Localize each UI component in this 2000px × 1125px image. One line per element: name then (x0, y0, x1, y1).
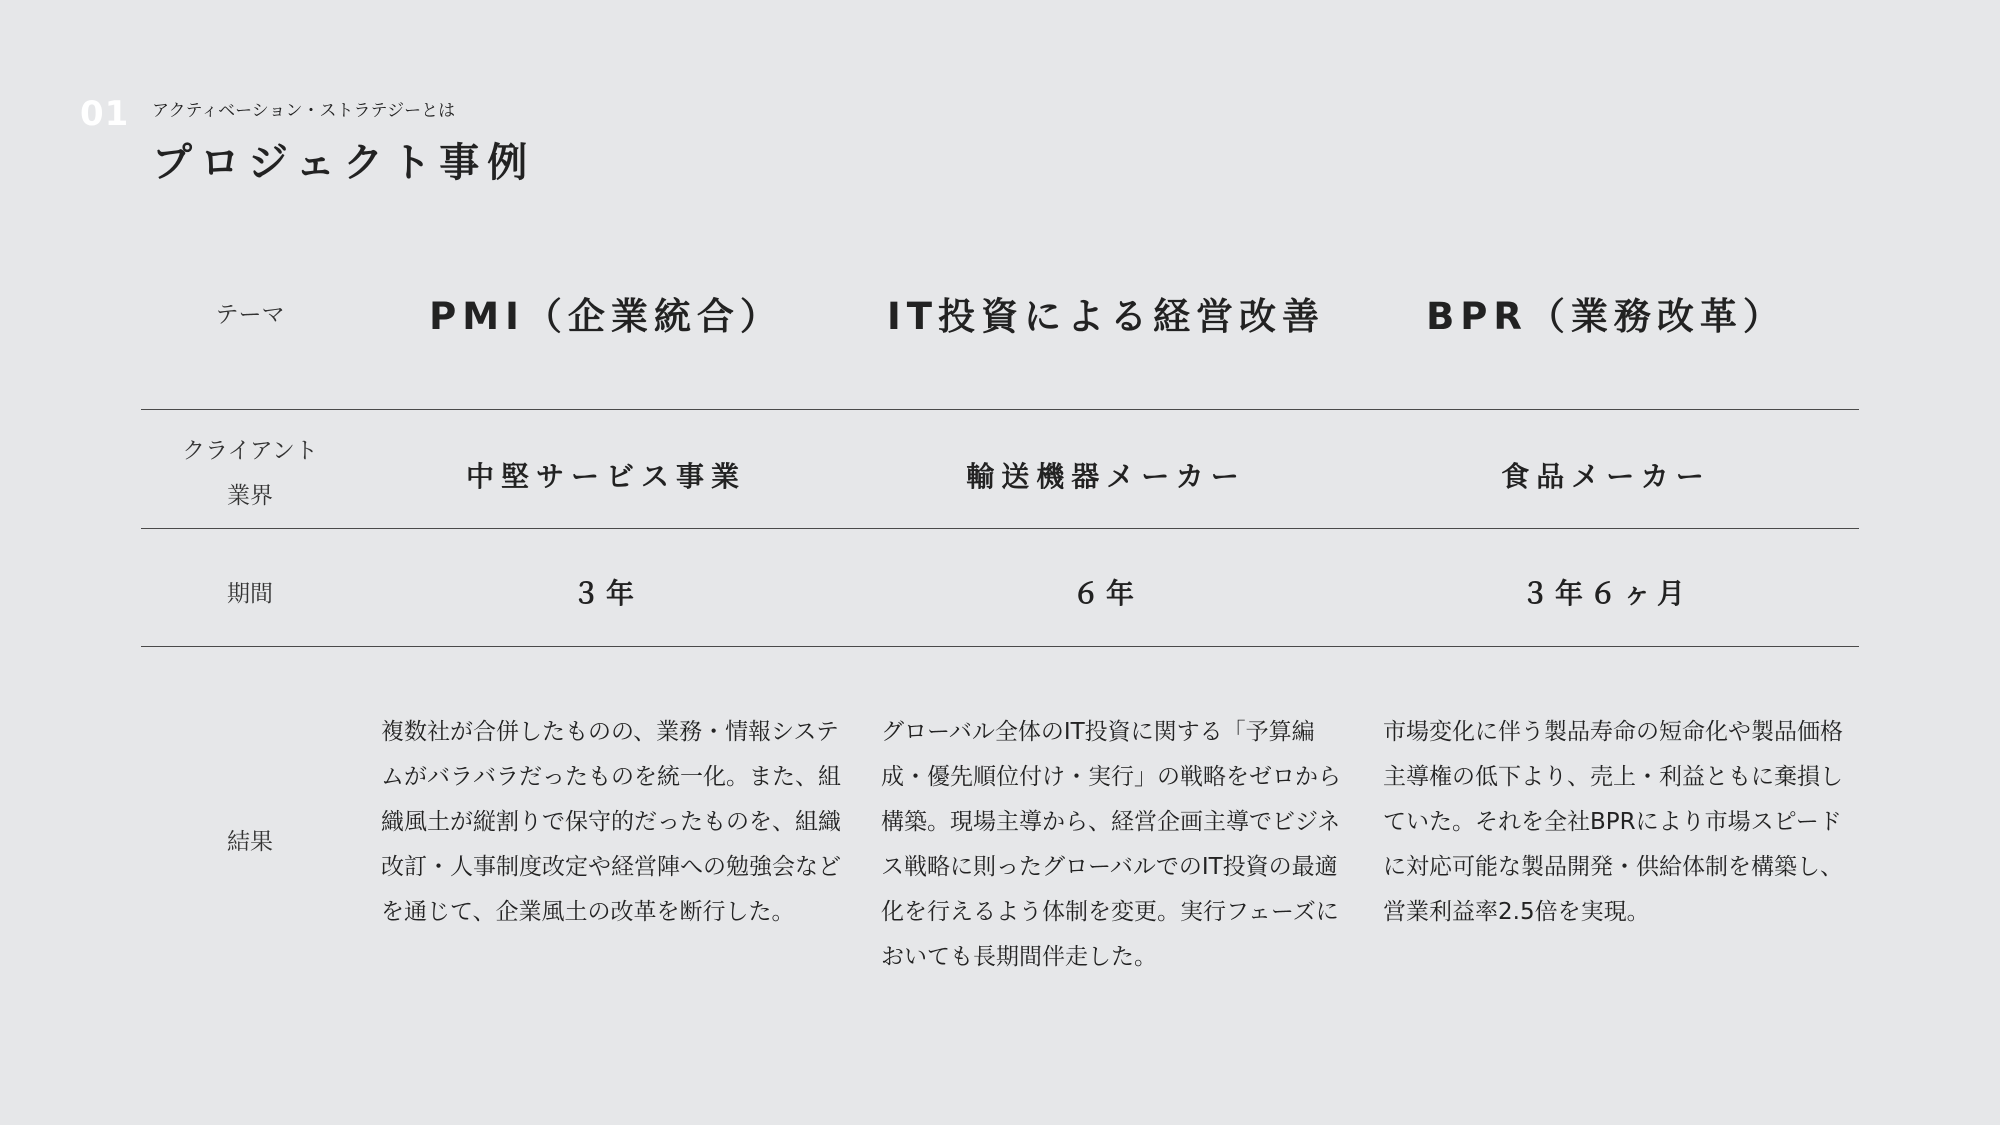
row-label-client: クライアント (182, 438, 318, 464)
case-1-industry: 中堅サービス事業 (465, 460, 746, 493)
case-3-period: ３年６ヶ月 (1520, 577, 1691, 610)
row-label-theme: テーマ (215, 302, 285, 328)
section-number: 01 (80, 94, 130, 134)
case-1-result: 複数社が合併したものの、業務・情報システムがバラバラだったものを統一化。また、組織風土が縦割りで保守的だったものを、組織改訂・人事制度改定や経営陣への勉強会などを通じて、企業風土の改革を断行した。 (381, 719, 841, 925)
case-1-period: ３年 (571, 577, 640, 610)
case-2-period: ６年 (1071, 577, 1140, 610)
case-2-industry: 輸送機器メーカー (966, 460, 1246, 493)
case-2-result: グローバル全体のIT投資に関する「予算編成・優先順位付け・実行」の戦略をゼロから構築。現場主導から、経営企画主導でビジネス戦略に則ったグローバルでのIT投資の最適化を行えるよう体制を変更。実行フェーズにおいても長期間伴走した。 (881, 719, 1341, 970)
row-divider (141, 528, 1859, 529)
case-3-industry: 食品メーカー (1501, 460, 1711, 493)
row-label-result: 結果 (227, 829, 273, 855)
row-label-period: 期間 (227, 581, 273, 607)
case-1-theme: PMI（企業統合） (429, 295, 783, 338)
page-title: プロジェクト事例 (152, 140, 536, 186)
case-2-theme: IT投資による経営改善 (886, 295, 1325, 338)
case-3-theme: BPR（業務改革） (1426, 295, 1786, 338)
row-divider (141, 646, 1859, 647)
row-divider (141, 409, 1859, 410)
row-label-industry: 業界 (227, 483, 273, 509)
case-3-result: 市場変化に伴う製品寿命の短命化や製品価格主導権の低下より、売上・利益ともに棄損していた。それを全社BPRにより市場スピードに対応可能な製品開発・供給体制を構築し、営業利益率2.5倍を実現。 (1383, 719, 1843, 925)
section-label: アクティベーション・ストラテジーとは (152, 101, 456, 121)
